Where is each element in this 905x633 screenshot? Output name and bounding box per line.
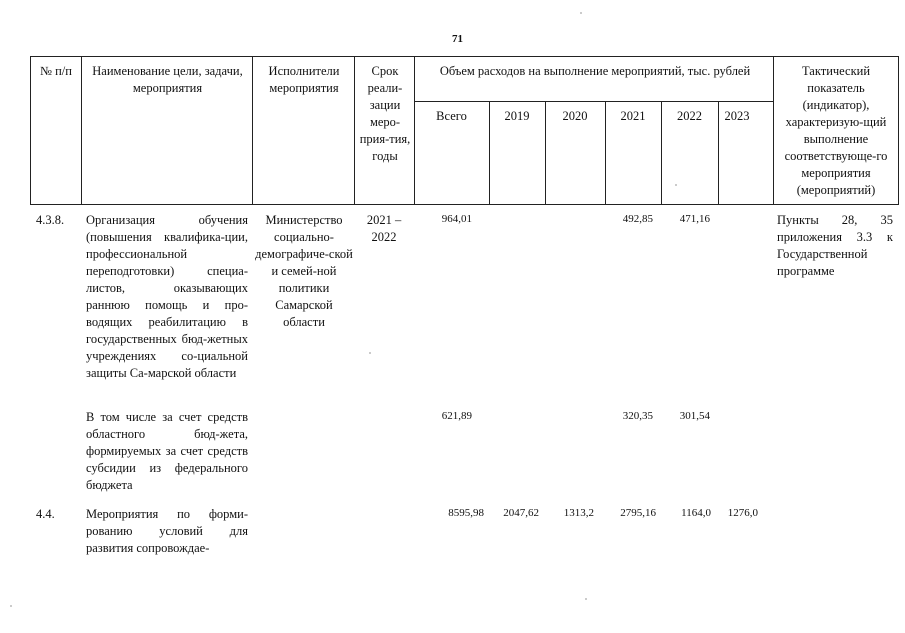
row-total: 621,89 bbox=[441, 410, 472, 422]
row-2022: 471,16 bbox=[679, 213, 710, 225]
scan-speck bbox=[585, 598, 587, 600]
table-right-border bbox=[898, 56, 899, 204]
header-volume: Объем расходов на выполнение мероприятий, тыс. рублей bbox=[439, 64, 751, 78]
row-term: 2021 – 2022 bbox=[366, 213, 402, 244]
header-name: Наименование цели, задачи, мероприятия bbox=[92, 64, 243, 95]
header-year-2020: 2020 bbox=[562, 109, 588, 123]
row-2019: 2047,62 bbox=[503, 507, 539, 519]
header-total: Всего bbox=[436, 109, 467, 123]
row-2021: 320,35 bbox=[622, 410, 653, 422]
header-indicator: Тактический показатель (индикатор), характеризую-щий выполнение соответствующе-го мероприятия (мероприятий) bbox=[784, 64, 888, 197]
row-total: 964,01 bbox=[441, 213, 472, 225]
header-executor: Исполнители мероприятия bbox=[268, 64, 340, 95]
header-year-2019: 2019 bbox=[504, 109, 530, 123]
header-year-2022: 2022 bbox=[677, 109, 702, 123]
row-2023: 1276,0 bbox=[727, 507, 758, 519]
row-name: В том числе за счет средств областного бюд-жета, формируемых за счет средств субсидии из федерального бюджета bbox=[86, 410, 248, 492]
col-divider bbox=[252, 56, 253, 204]
volume-subheader-line bbox=[414, 101, 773, 102]
row-number: 4.3.8. bbox=[36, 213, 65, 227]
row-executor: Министерство социально-демографиче-ской и семей-ной политики Самарской области bbox=[255, 213, 353, 329]
col-divider bbox=[414, 56, 415, 204]
row-2022: 1164,0 bbox=[681, 507, 711, 519]
page-number: 71 bbox=[452, 33, 463, 45]
row-2020: 1313,2 bbox=[563, 507, 594, 519]
row-number: 4.4. bbox=[36, 507, 55, 521]
scan-speck bbox=[10, 605, 12, 607]
scan-speck bbox=[675, 184, 677, 186]
header-year-2021: 2021 bbox=[620, 109, 646, 123]
col-divider bbox=[81, 56, 82, 204]
col-divider bbox=[773, 56, 774, 204]
scan-speck bbox=[369, 352, 371, 354]
row-indicator: Пункты 28, 35 приложения 3.3 к Государственной программе bbox=[777, 213, 893, 278]
row-total: 8595,98 bbox=[448, 507, 484, 519]
row-name: Организация обучения (повышения квалифика-ции, профессиональной переподготовки) специа-листов, оказывающих раннюю помощь и про-водящих реабилитацию в государственных бюд-жетных учреждениях со-циальной защиты Са-марской области bbox=[86, 213, 248, 380]
scan-speck bbox=[580, 12, 582, 14]
row-name: Мероприятия по форми-рованию условий для развития сопровождае- bbox=[86, 507, 248, 555]
header-bottom-border bbox=[30, 204, 899, 205]
header-term: Срок реали-зации меро-прия-тия, годы bbox=[359, 64, 411, 163]
header-year-2023: 2023 bbox=[724, 109, 750, 123]
col-divider bbox=[354, 56, 355, 204]
row-2022: 301,54 bbox=[679, 410, 710, 422]
row-2021: 492,85 bbox=[622, 213, 653, 225]
row-2021: 2795,16 bbox=[620, 507, 656, 519]
table-top-border bbox=[30, 56, 899, 57]
header-num: № п/п bbox=[40, 64, 72, 78]
